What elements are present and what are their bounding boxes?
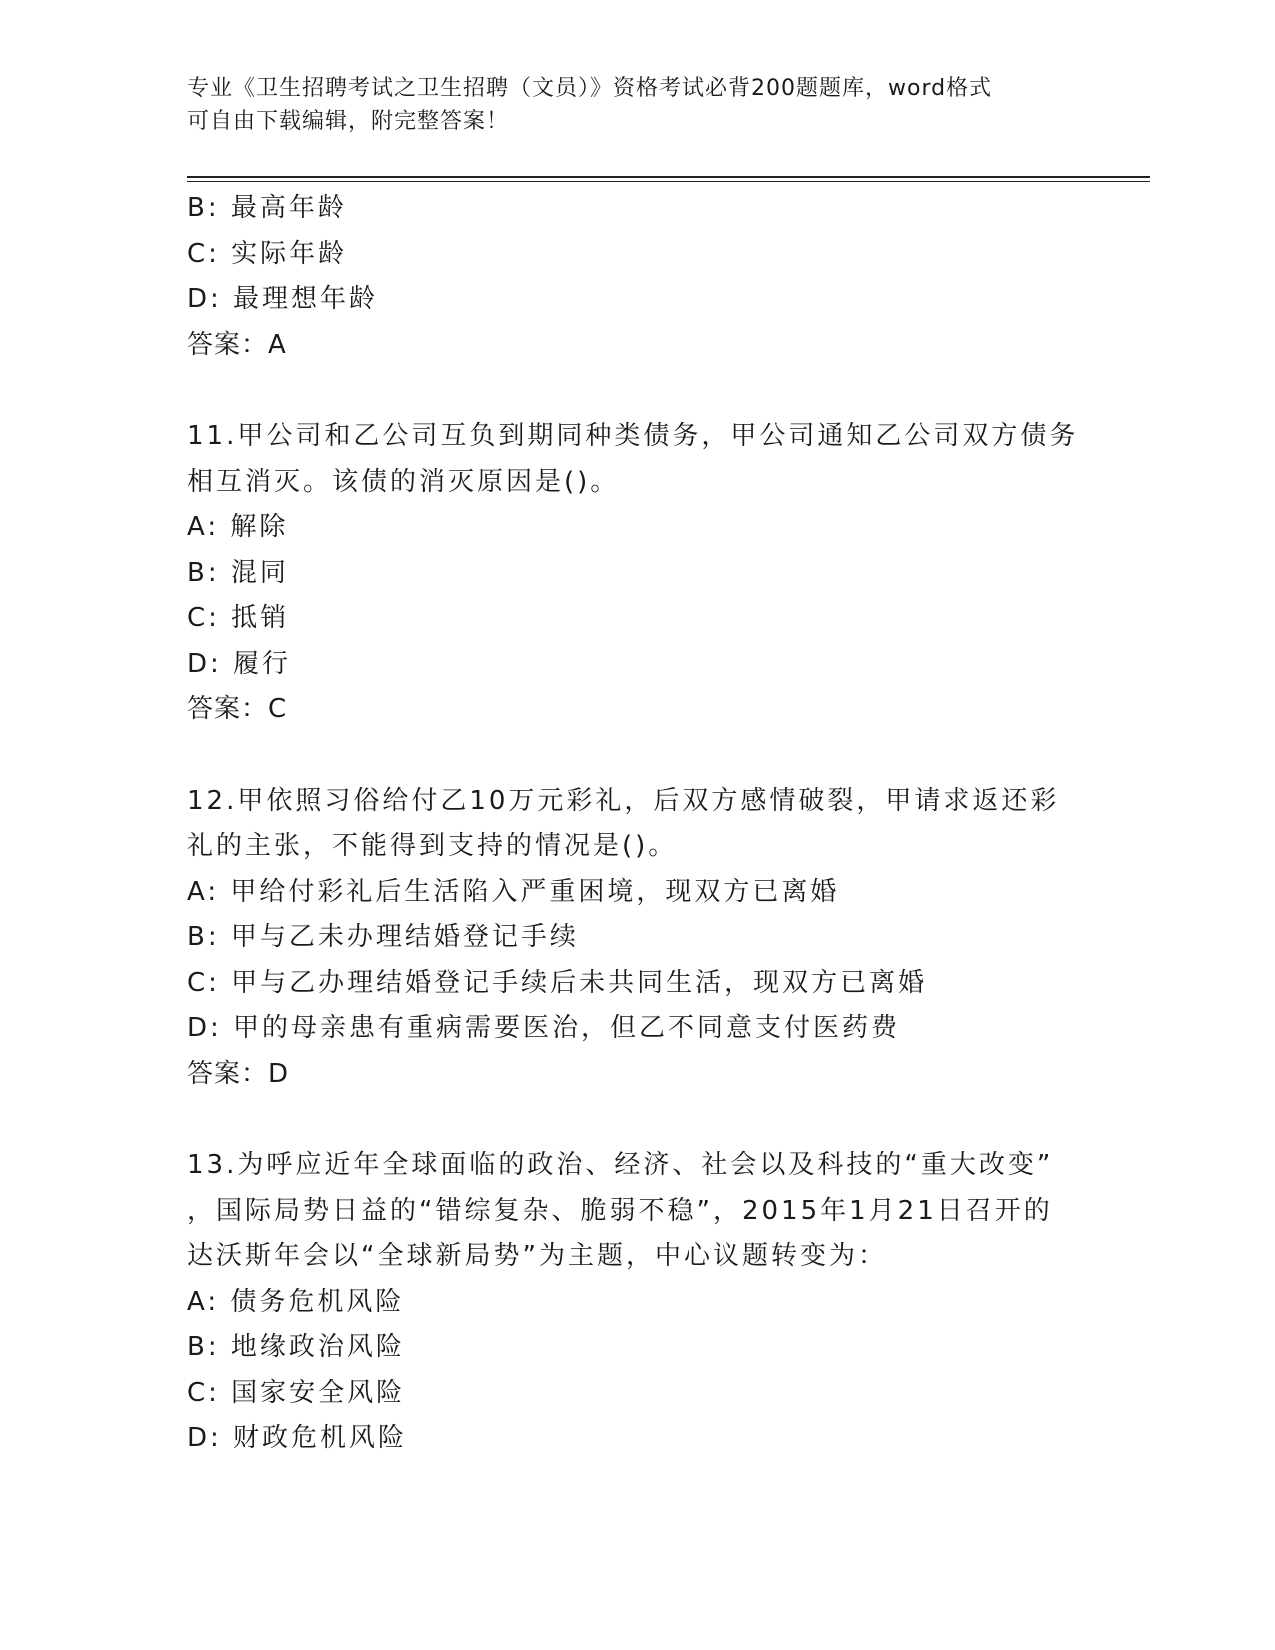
option-b: B: 甲与乙未办理结婚登记手续 bbox=[187, 922, 579, 952]
option-b: B: 最高年龄 bbox=[187, 193, 347, 223]
header-rule-thin bbox=[187, 181, 1150, 182]
question-text-line: 11.甲公司和乙公司互负到期同种类债务，甲公司通知乙公司双方债务 bbox=[187, 421, 1079, 451]
question-list bbox=[187, 186, 1087, 1462]
answer-line: 答案：D bbox=[187, 1058, 290, 1089]
option-c: C: 抵销 bbox=[187, 603, 290, 633]
answer-line: 答案：C bbox=[187, 694, 288, 724]
option-a: A: 解除 bbox=[187, 512, 289, 542]
question-11 bbox=[187, 414, 1087, 733]
header-line-1: 专业《卫生招聘考试之卫生招聘（文员）》资格考试必背200题题库，word格式 bbox=[187, 76, 993, 101]
question-12 bbox=[187, 779, 1087, 1098]
question-10-tail bbox=[187, 186, 1087, 368]
option-c: C: 国家安全风险 bbox=[187, 1377, 406, 1408]
question-13 bbox=[187, 1143, 1087, 1462]
option-c: C: 实际年龄 bbox=[187, 238, 348, 269]
option-d: D: 甲的母亲患有重病需要医治，但乙不同意支付医药费 bbox=[187, 1013, 901, 1043]
option-b: B: 地缘政治风险 bbox=[187, 1332, 405, 1362]
option-b: B: 混同 bbox=[187, 557, 289, 588]
document-header bbox=[187, 72, 1067, 138]
question-text bbox=[187, 1143, 1087, 1280]
option-a: A: 甲给付彩礼后生活陷入严重困境，现双方已离婚 bbox=[187, 876, 840, 907]
option-d: D: 最理想年龄 bbox=[187, 284, 379, 314]
option-c: C: 甲与乙办理结婚登记手续后未共同生活，现双方已离婚 bbox=[187, 967, 928, 998]
question-text-line: 礼的主张，不能得到支持的情况是()。 bbox=[187, 831, 678, 861]
question-text bbox=[187, 414, 1087, 505]
option-a: A: 债务危机风险 bbox=[187, 1286, 405, 1317]
option-d: D: 财政危机风险 bbox=[187, 1423, 408, 1453]
header-rule-thick bbox=[187, 176, 1150, 178]
header-line-2: 可自由下载编辑，附完整答案！ bbox=[187, 109, 510, 134]
question-text-line: 13.为呼应近年全球面临的政治、经济、社会以及科技的“重大改变” bbox=[187, 1150, 1054, 1180]
question-text-line: 12.甲依照习俗给付乙10万元彩礼，后双方感情破裂，甲请求返还彩 bbox=[187, 785, 1060, 816]
question-text-line: ，国际局势日益的“错综复杂、脆弱不稳”，2015年1月21日召开的 bbox=[187, 1195, 1053, 1226]
question-text-line: 相互消灭。该债的消灭原因是()。 bbox=[187, 466, 620, 497]
option-d: D: 履行 bbox=[187, 648, 292, 679]
question-text-line: 达沃斯年会以“全球新局势”为主题，中心议题转变为： bbox=[187, 1241, 887, 1271]
answer-line: 答案：A bbox=[187, 329, 287, 360]
question-text bbox=[187, 779, 1087, 870]
